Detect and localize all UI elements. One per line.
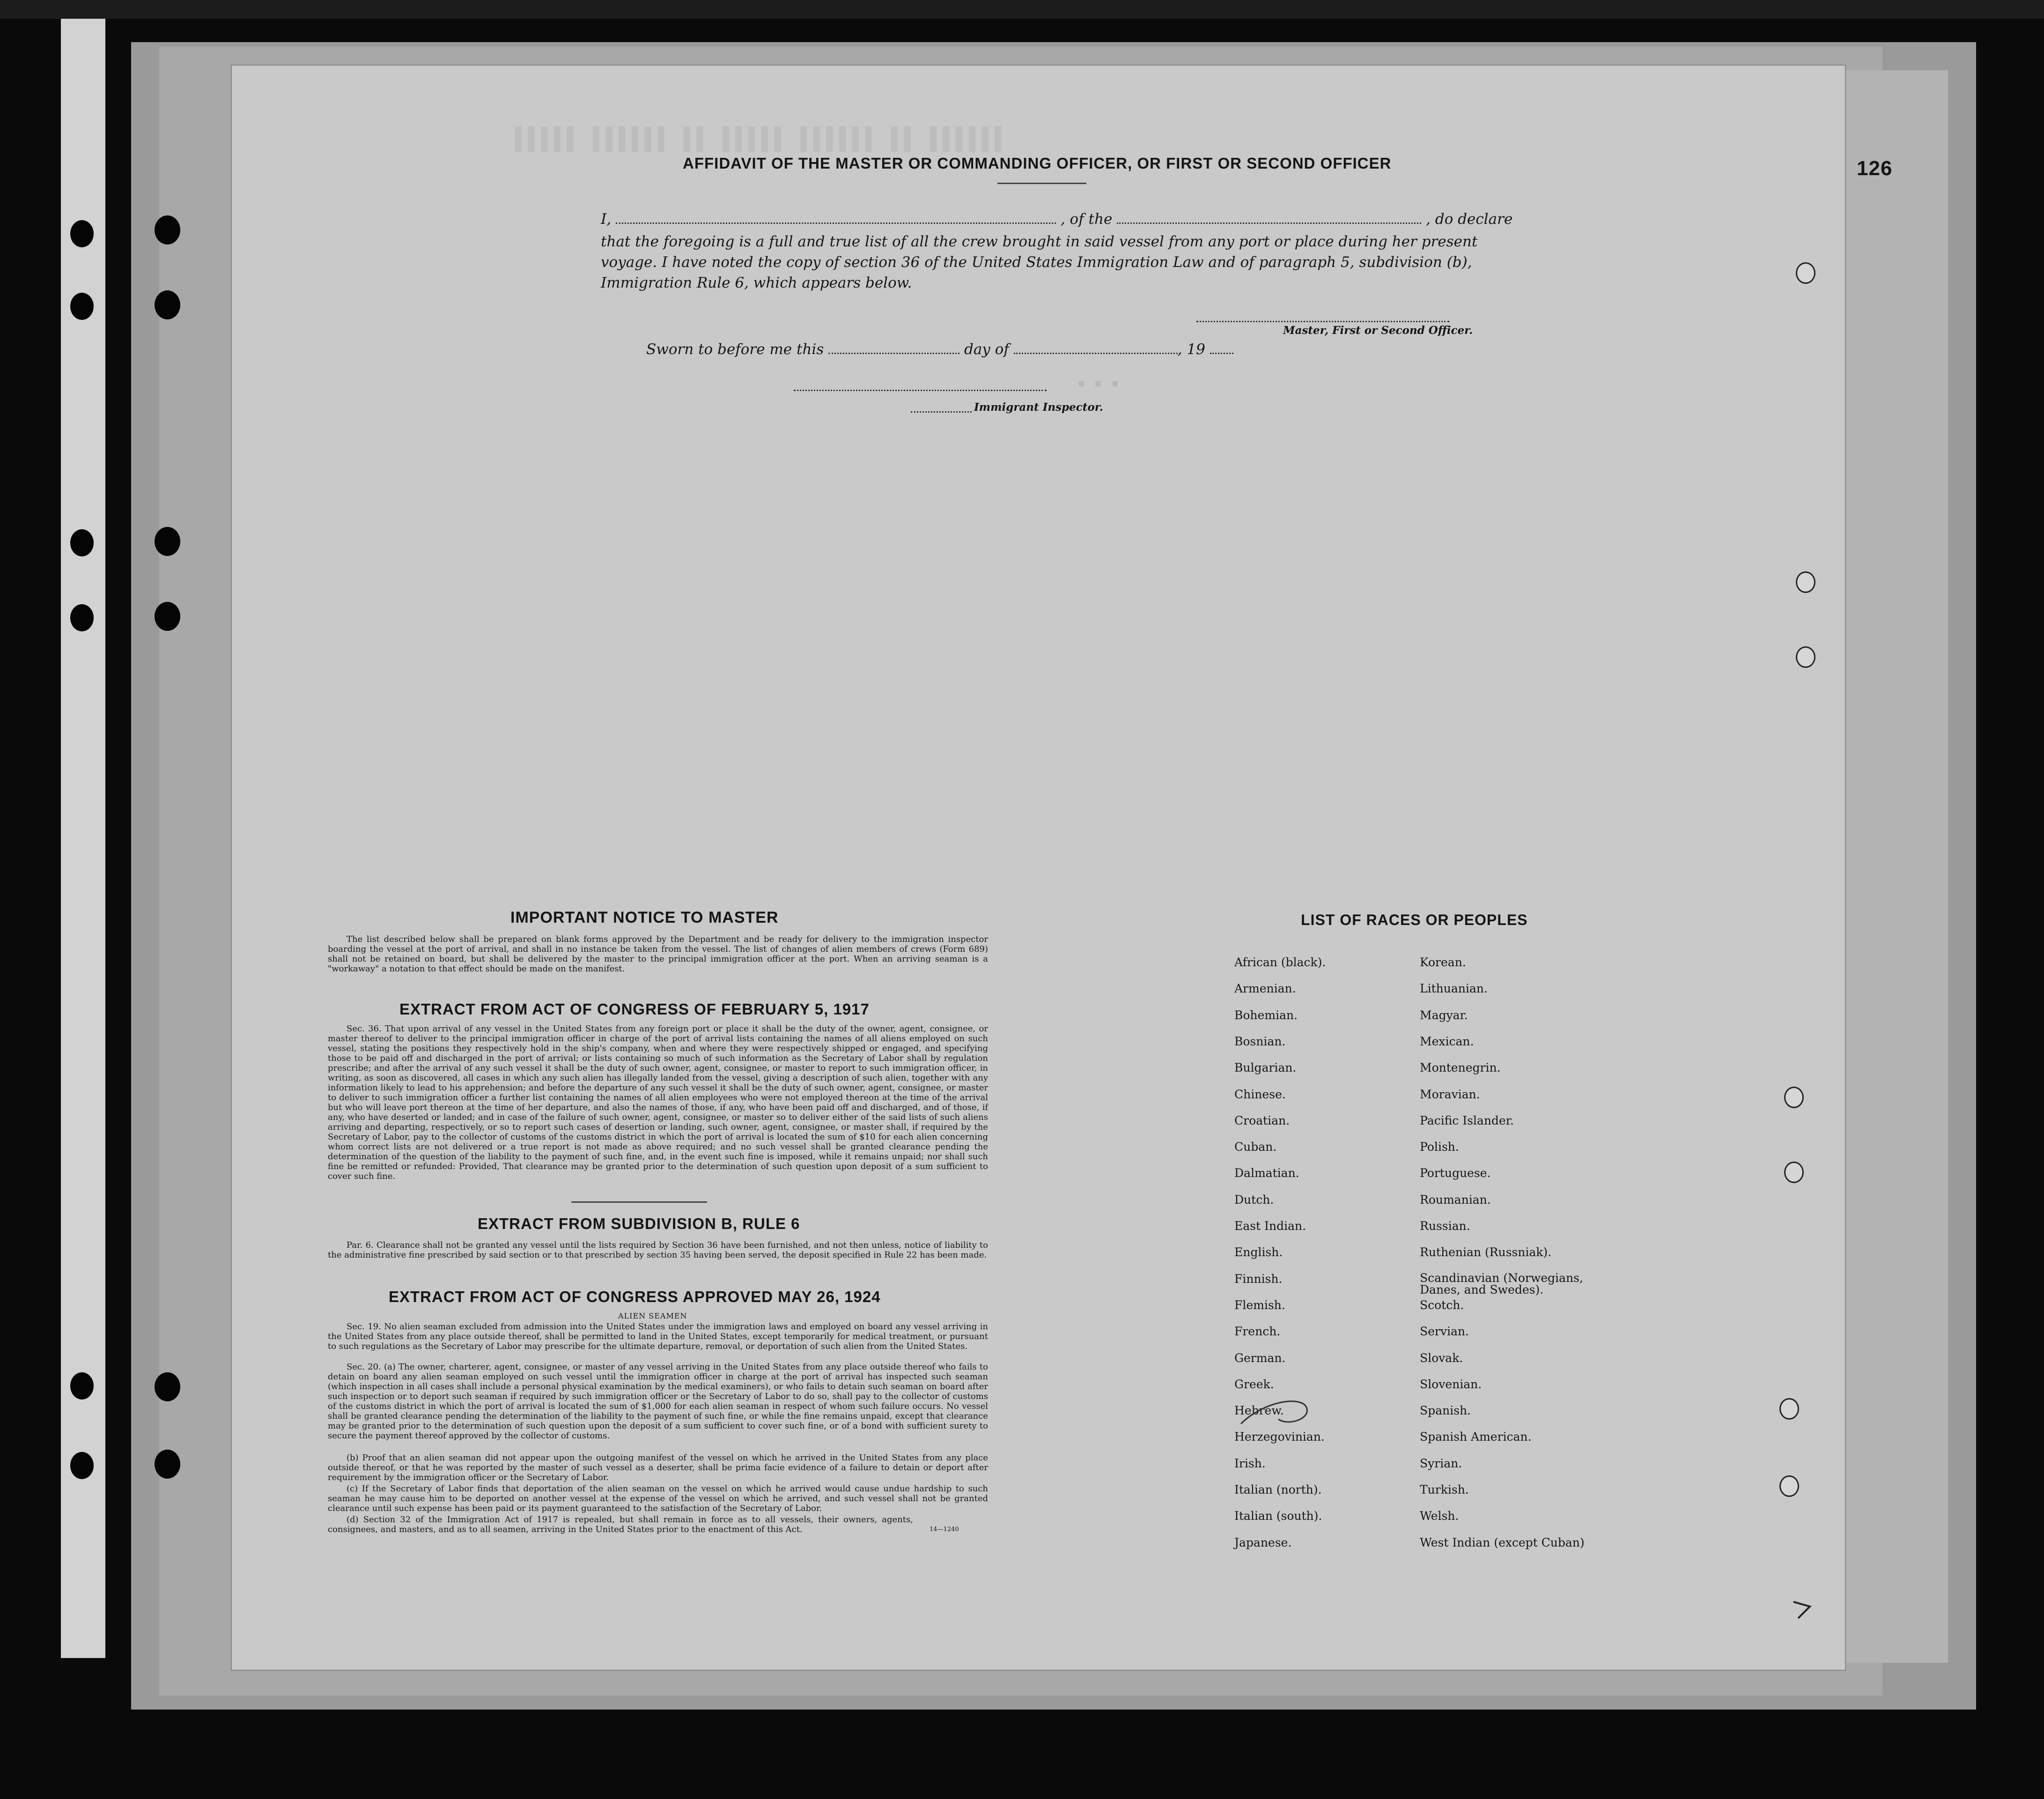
inspector-signature-line[interactable] <box>794 390 1047 391</box>
punch-hole <box>70 529 94 556</box>
punch-hole <box>155 290 180 319</box>
punch-hole <box>1784 1162 1804 1183</box>
race-entry: Herzegovinian. <box>1234 1430 1325 1444</box>
affidavit-of-the-label: , of the <box>1060 211 1113 228</box>
race-entry: East Indian. <box>1234 1219 1306 1233</box>
sworn-label: Sworn to before me this <box>646 341 824 358</box>
race-entry: Croatian. <box>1234 1113 1290 1127</box>
extract-1917-text: Sec. 36. That upon arrival of any vessel in the United States from any foreign port or place it shall be the duty of the owner, agent, consignee, or master thereof to deliver to the principal immigration officer in charge of the port of arrival lists containing the names of all aliens employed on such vessel, stating the positions they respectively hold in the ship's company, when and where they were respectively shipped or engaged, and specifying those to be paid off and discharged in the port of arrival; or lists containing so much of such information as the Secretary of Labor shall by regulation prescribe; and after the arrival of any such vessel it shall be the duty of such owner, agent, consignee, or master to report to such immigration officer, in writing, as soon as discovered, all cases in which any such alien has illegally landed from the vessel, giving a description of such alien, together with any information likely to lead to his apprehension; and before the departure of any such vessel it shall be the duty of such owner, agent, consignee, or master to deliver to such immigration officer a further list containing the names of all alien employees who were not employed thereon at the time of the arrival but who will leave port thereon at the time of her departure, and also the names of those, if any, who have been paid off and discharged, and of those, if any, who have deserted or landed; and in case of the failure of such owner, agent, consignee, or master so to deliver either of the said lists of such aliens arriving and departing, respectively, or so to report such cases of desertion or landing, such owner, agent, consignee, or master shall, if required by the Secretary of Labor, pay to the collector of customs of the customs district in which the port of arrival is located the sum of $10 for each alien concerning whom correct lists are not delivered or a true report is not made as above required; and no such vessel shall be granted clearance pending the determination of the question of the liability to the payment of such fine, and, in the event such fine is imposed, while it remains unpaid; nor shall such fine be remitted or refunded: Provided, That clearance may be granted prior to the determination of such question upon deposit of a sum sufficient to cover such fine. <box>328 1024 988 1181</box>
master-signature-line[interactable] <box>1196 321 1449 322</box>
race-entry: Mexican. <box>1420 1034 1474 1048</box>
race-entry: Welsh. <box>1420 1509 1459 1523</box>
extract-rule6-title: EXTRACT FROM SUBDIVISION B, RULE 6 <box>478 1215 800 1232</box>
race-entry: Bohemian. <box>1234 1008 1298 1022</box>
race-entry: Russian. <box>1420 1219 1470 1233</box>
affidavit-line-3: voyage. I have noted the copy of section 36 of the United States Immigration Law and of paragraph 5, subdivision (b), <box>601 254 1472 271</box>
extract-1917-title: EXTRACT FROM ACT OF CONGRESS OF FEBRUARY 5, 1917 <box>399 1000 870 1018</box>
race-entry: Spanish. <box>1420 1404 1471 1418</box>
race-entry: Finnish. <box>1234 1272 1283 1286</box>
race-entry: Chinese. <box>1234 1087 1286 1101</box>
race-entry: Syrian. <box>1420 1456 1462 1470</box>
bleed-through-column: ▪ ▪ ▪ <box>1077 375 1120 391</box>
race-entry: Greek. <box>1234 1377 1274 1391</box>
punch-hole <box>1796 262 1815 284</box>
punch-hole <box>70 293 94 320</box>
bleed-through-heading: ▌▌▌▌▌ ▌▌▌▌▌▌ ▌▌ ▌▌▌▌▌ ▌▌▌▌▌▌ ▌▌ ▌▌▌▌▌▌ <box>515 126 1008 152</box>
punch-hole <box>70 604 94 631</box>
affidavit-line-2: that the foregoing is a full and true list of all the crew brought in said vessel from any port or place during her present <box>601 233 1478 250</box>
affidavit-i-label: I, <box>601 211 612 228</box>
race-entry: Korean. <box>1420 955 1466 969</box>
race-entry: Polish. <box>1420 1140 1459 1154</box>
race-entry: Servian. <box>1420 1325 1469 1339</box>
film-strip-left <box>61 19 105 1658</box>
punch-hole <box>70 220 94 247</box>
race-entry: Scandinavian (Norwegians, Danes, and Swedes). <box>1420 1271 1583 1296</box>
page-number: 126 <box>1857 157 1893 180</box>
extract-1924-title: EXTRACT FROM ACT OF CONGRESS APPROVED MAY 26, 1924 <box>389 1288 881 1305</box>
race-entry: Lithuanian. <box>1420 982 1488 996</box>
punch-hole <box>155 1372 180 1401</box>
name-blank[interactable] <box>616 222 1056 224</box>
race-entry: English. <box>1234 1245 1283 1259</box>
affidavit-line-4: Immigration Rule 6, which appears below. <box>601 274 912 291</box>
sworn-month-blank[interactable] <box>1014 353 1178 354</box>
alien-seamen-subtitle: ALIEN SEAMEN <box>618 1311 687 1320</box>
race-entry: African (black). <box>1234 955 1326 969</box>
race-entry: Portuguese. <box>1420 1166 1491 1180</box>
notice-title: IMPORTANT NOTICE TO MASTER <box>510 909 779 926</box>
race-entry: French. <box>1234 1325 1281 1339</box>
race-entry: Armenian. <box>1234 982 1296 996</box>
punch-hole <box>155 1450 180 1479</box>
race-entry: Ruthenian (Russniak). <box>1420 1245 1552 1259</box>
extract-1924-sec20c: (c) If the Secretary of Labor finds that deportation of the alien seaman on the vessel on which he arrived would cause undue hardship to such seaman he may cause him to be deported on another vessel at the expense of the vessel on which he arrived, and such vessel shall not be granted clearance until such expense has been paid or its payment guaranteed to the satisfaction of the Secretary of Labor. <box>328 1484 988 1513</box>
race-entry: Roumanian. <box>1420 1192 1491 1207</box>
punch-hole <box>155 602 180 631</box>
race-entry: West Indian (except Cuban) <box>1420 1535 1585 1549</box>
sworn-year-blank[interactable] <box>1210 353 1233 354</box>
race-entry: Cuban. <box>1234 1140 1277 1154</box>
punch-hole <box>1779 1475 1799 1497</box>
race-entry: Spanish American. <box>1420 1430 1532 1444</box>
punch-hole <box>155 527 180 556</box>
race-entry: Japanese. <box>1234 1535 1292 1549</box>
punch-hole <box>1779 1398 1799 1420</box>
race-entry: Bulgarian. <box>1234 1061 1297 1075</box>
race-entry: Irish. <box>1234 1456 1266 1470</box>
race-entry: Magyar. <box>1420 1008 1468 1022</box>
race-entry: Bosnian. <box>1234 1034 1286 1048</box>
vessel-blank[interactable] <box>1117 222 1421 224</box>
extract-1924-sec19: Sec. 19. No alien seaman excluded from admission into the United States under the immigration laws and employed on board any vessel arriving in the United States from any place outside thereof, shall be permitted to land in the United States, except temporarily for medical treatment, or pursuant to such regulations as the Secretary of Labor may prescribe for the ultimate departure, removal, or deportation of such alien from the United States. <box>328 1322 988 1351</box>
race-entry: Montenegrin. <box>1420 1061 1501 1075</box>
race-entry: Italian (north). <box>1234 1483 1322 1496</box>
race-entry: Turkish. <box>1420 1483 1469 1496</box>
pen-mark <box>1236 1396 1316 1433</box>
affidavit-title: AFFIDAVIT OF THE MASTER OR COMMANDING OFFICER, OR FIRST OR SECOND OFFICER <box>683 155 1392 172</box>
divider <box>997 183 1086 184</box>
notice-text: The list described below shall be prepared on blank forms approved by the Department and be ready for delivery to the immigration inspector boarding the vessel at the port of arrival, and shall in no instance be taken from the vessel. The list of changes of alien members of crews (Form 689) shall not be retained on board, but shall be delivered by the master to the principal immigration officer at the port. When an arriving seaman is a "workaway" a notation to that effect should be made on the manifest. <box>328 934 988 974</box>
extract-1924-sec20b: (b) Proof that an alien seaman did not appear upon the outgoing manifest of the vessel on which he arrived in the United States from any place outside thereof, or that he was reported by the master of such vessel as a deserter, shall be prima facie evidence of a failure to detain or deport after requirement by the immigration officer or the Secretary of Labor. <box>328 1453 988 1482</box>
sworn-day-blank[interactable] <box>828 353 959 354</box>
race-entry: Scotch. <box>1420 1298 1464 1312</box>
race-entry: Dutch. <box>1234 1192 1274 1207</box>
sworn-line <box>646 341 1233 358</box>
punch-hole <box>70 1452 94 1479</box>
punch-hole <box>1784 1087 1804 1108</box>
affidavit-declare-line <box>601 211 1513 228</box>
scan-border-top <box>0 0 2044 19</box>
year-label: , 19 <box>1177 341 1205 358</box>
extract-1924-sec20d: (d) Section 32 of the Immigration Act of 1917 is repealed, but shall remain in force as to all vessels, their owners, agents, consignees, and masters, and as to all seamen, arriving in the United States prior to the enactment of this Act. <box>328 1515 913 1534</box>
punch-hole <box>1796 571 1815 593</box>
inspector-label: Immigrant Inspector. <box>974 401 1103 414</box>
inspector-dots <box>911 411 972 413</box>
affidavit-declare-label: , do declare <box>1426 211 1513 228</box>
pen-mark-corner <box>1791 1597 1819 1621</box>
form-number: 14—1240 <box>930 1526 959 1533</box>
divider <box>571 1201 707 1203</box>
extract-1924-sec20a: Sec. 20. (a) The owner, charterer, agent, consignee, or master of any vessel arriving in the United States from any place outside thereof who fails to detain on board any alien seaman employed on such vessel until the immigration officer in charge at the port of arrival has inspected such seaman (which inspection in all cases shall include a personal physical examination by the medical examiners), or who fails to detain such seaman on board after such inspection or to deport such seaman if required by such immigration officer or the Secretary of Labor to do so, shall pay to the collector of customs of the customs district in which the port of arrival is located the sum of $1,000 for each alien seaman in respect of whom such failure occurs. No vessel shall be granted clearance pending the determination of the liability to the payment of such fine, or while the fine remains unpaid, except that clearance may be granted prior to the determination of such question upon the deposit of a sum sufficient to cover such fine, or of a bond with sufficient surety to secure the payment thereof approved by the collector of customs. <box>328 1362 988 1441</box>
race-entry: Slovenian. <box>1420 1377 1482 1391</box>
race-entry: Pacific Islander. <box>1420 1113 1514 1127</box>
race-entry: Moravian. <box>1420 1087 1480 1101</box>
races-title: LIST OF RACES OR PEOPLES <box>1301 911 1528 928</box>
race-entry: Italian (south). <box>1234 1509 1322 1523</box>
punch-hole <box>70 1372 94 1399</box>
master-signature-label: Master, First or Second Officer. <box>1283 324 1473 337</box>
punch-hole <box>155 215 180 244</box>
race-entry: Hebrew. <box>1234 1404 1284 1418</box>
race-entry: Slovak. <box>1420 1351 1463 1365</box>
underlying-page-strip <box>1845 70 1948 1663</box>
race-entry: Dalmatian. <box>1234 1166 1299 1180</box>
race-entry: Flemish. <box>1234 1298 1285 1312</box>
punch-hole <box>1796 646 1815 668</box>
extract-rule6-text: Par. 6. Clearance shall not be granted any vessel until the lists required by Section 36 have been furnished, and not then unless, notice of liability to the administrative fine prescribed by said section or to that prescribed by section 35 having been served, the deposit specified in Rule 22 has been made. <box>328 1240 988 1260</box>
day-of-label: day of <box>964 341 1009 358</box>
race-entry: German. <box>1234 1351 1286 1365</box>
